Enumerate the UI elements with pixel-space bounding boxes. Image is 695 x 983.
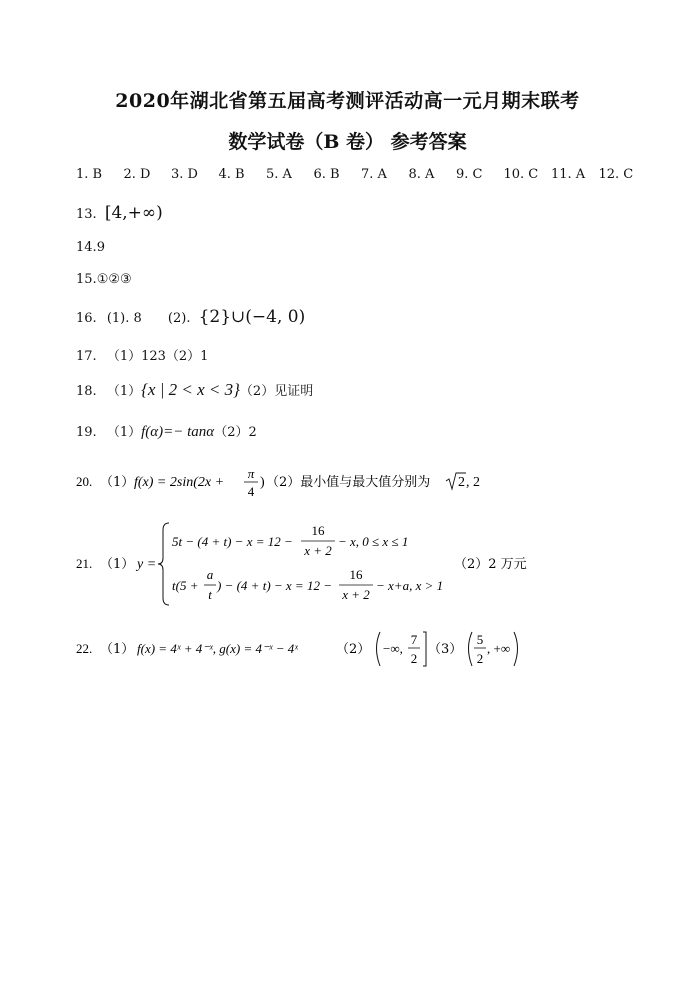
case1-right: − x, 0 ≤ x ≤ 1 [338,534,409,549]
mc-answer: 4. B [218,167,245,182]
question-number: 20. [76,474,93,489]
case2-frac2-den: x + 2 [342,587,370,602]
answer-21 [76,520,546,610]
right-bracket [423,632,426,666]
piecewise-brace [158,523,169,605]
answer-21-part2: （2）2 万元 [454,557,527,572]
mc-answer: 12. C [598,167,634,182]
answer-16-part2-set: {2}∪(−4, 0) [198,307,306,327]
answer-14 [76,240,105,255]
mc-answer: 9. C [456,167,483,182]
interval2-frac-den: 2 [410,651,418,666]
answer-21-formula [76,520,546,610]
answer-16 [76,307,305,327]
answer-22-part1-label: （1） [100,642,135,657]
question-number: 22. [76,641,93,656]
answer-19-part1-label: （1） [106,425,142,440]
left-paren [377,632,381,666]
answer-16-part2-label: (2). [167,311,191,326]
left-paren [469,632,473,666]
title-line-2: 数学试卷（B 卷） 参考答案 [228,131,467,153]
answer-19-part2: （2）2 [214,425,257,440]
multiple-choice-answers [76,167,633,182]
mc-answer: 11. A [551,167,586,182]
sqrt-radicand: 2 [458,475,465,490]
answer-17 [76,345,208,364]
answer-19 [76,421,257,441]
answer-21-part1-label: （1） [100,557,135,572]
case2-right: − x+a, x > 1 [376,578,444,593]
mc-answer: 2. D [123,167,151,182]
answer-13-interval: [4,+∞) [104,203,163,223]
question-number: 13. [76,207,97,222]
answer-22-part2-label: （2） [336,642,371,657]
interval3-right: , +∞ [487,641,511,656]
question-number: 14. [76,240,97,255]
answer-20 [76,460,516,500]
mc-answer: 6. B [313,167,340,182]
interval3-frac-num: 5 [476,632,484,647]
question-number: 18. [76,384,97,399]
mc-answer: 10. C [503,167,539,182]
interval2-left: −∞, [383,641,403,656]
answer-20-formula [76,460,516,504]
mc-answer: 5. A [266,167,292,182]
answer-19-expr: f(α)=− tanα [141,424,215,440]
right-paren [514,632,518,666]
answer-18 [76,380,313,400]
question-number: 15. [76,272,97,287]
mc-answer: 8. A [408,167,435,182]
title-line-1: 2020年湖北省第五届高考测评活动高一元月期末联考 [115,90,580,112]
question-number: 21. [76,556,93,571]
case2-frac2-num: 16 [349,567,363,582]
fraction-numerator: π [247,466,255,481]
mc-answer: 1. B [76,167,103,182]
answer-20-part1-label: （1） [100,475,135,490]
case2-frac1-num: a [206,567,214,582]
mc-answer: 7. A [361,167,387,182]
interval2-frac-num: 7 [410,632,418,647]
case2-frac1-den: t [208,587,212,602]
question-number: 19. [76,425,97,440]
answer-18-part1-label: （1） [106,384,142,399]
answer-14-value: 9 [96,240,105,255]
answer-13 [76,203,163,223]
fraction-denominator: 4 [247,484,255,499]
answer-15-value: ①②③ [96,272,132,287]
case1-frac-num: 16 [311,523,325,538]
answer-16-part1: (1). 8 [106,311,142,326]
answer-22 [76,626,546,672]
answer-18-set: {x | 2 < x < 3} [141,380,240,399]
answer-21-y: y = [137,557,157,572]
answer-20-tail: , 2 [466,475,480,490]
answer-17-text: （1）123（2）1 [106,349,209,364]
answer-20-expr-left: f(x) = 2sin(2x + [134,475,225,490]
case2-left: t(5 + [172,578,199,593]
answer-22-expr: f(x) = 4ˣ + 4⁻ˣ, g(x) = 4⁻ˣ − 4ˣ [137,641,298,656]
answer-18-part2: （2）见证明 [239,384,314,399]
answer-22-part3-label: （3） [428,642,463,657]
question-number: 16. [76,311,97,326]
answer-20-part2-text: （2）最小值与最大值分别为 [266,475,431,490]
interval3-frac-den: 2 [476,651,484,666]
case1-frac-den: x + 2 [304,543,332,558]
answer-22-formula [76,626,546,672]
case1-left: 5t − (4 + t) − x = 12 − [172,534,293,549]
question-number: 17. [76,349,97,364]
mc-answer: 3. D [171,167,198,182]
answer-20-expr-right: ) [260,475,265,490]
answer-15 [76,272,132,287]
case2-middle: ) − (4 + t) − x = 12 − [217,578,332,593]
